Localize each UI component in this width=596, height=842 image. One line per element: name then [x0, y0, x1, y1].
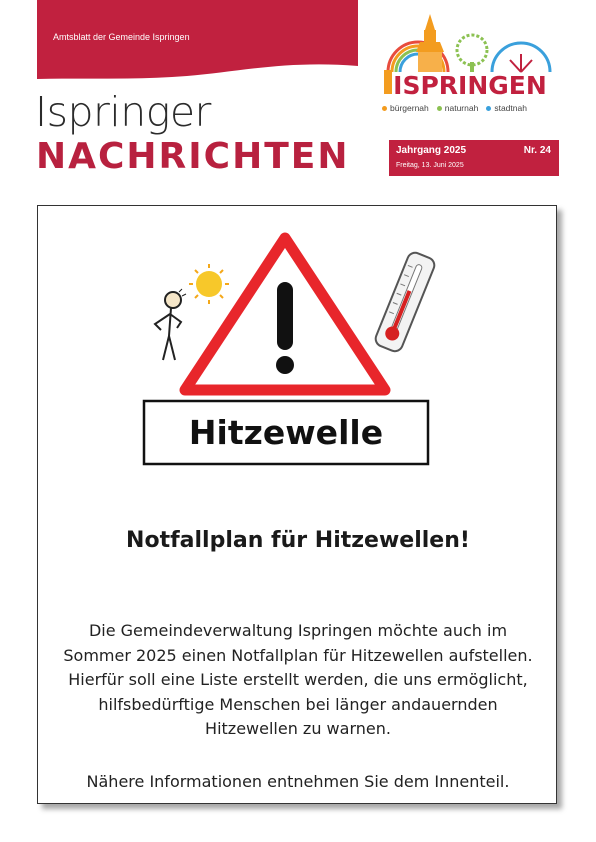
notice-heading: Notfallplan für Hitzewellen!	[126, 528, 470, 553]
sun-icon	[189, 264, 229, 304]
logo-tagline	[382, 103, 527, 113]
issue-info-box	[389, 140, 559, 176]
tagline-item	[437, 103, 479, 113]
blue-dot-icon	[486, 106, 491, 111]
body-line: Die Gemeindeverwaltung Ispringen möchte auch im	[88, 621, 508, 640]
notice-footer: Nähere Informationen entnehmen Sie dem Innenteil.	[86, 772, 510, 791]
logo-wordmark: ISPRINGEN	[393, 71, 547, 97]
tagline-label: stadtnah	[494, 103, 527, 113]
tagline-label: bürgernah	[390, 103, 429, 113]
body-line: Hierfür soll eine Liste erstellt werden, die uns ermöglicht,	[68, 670, 528, 689]
issue-date: Freitag, 13. Juni 2025	[396, 162, 464, 169]
tagline-item	[382, 103, 429, 113]
banner-text: Amtsblatt der Gemeinde Ispringen	[53, 32, 190, 42]
orange-dot-icon	[382, 106, 387, 111]
tagline-item	[486, 103, 527, 113]
warning-triangle-icon	[185, 238, 385, 390]
heatwave-illustration	[133, 232, 463, 472]
issue-number: Nr. 24	[523, 145, 551, 156]
green-dot-icon	[437, 106, 442, 111]
ispringen-logo	[380, 12, 560, 97]
tagline-label: naturnah	[444, 103, 479, 113]
body-line: Sommer 2025 einen Notfallplan für Hitzewellen aufstellen.	[63, 645, 533, 665]
body-line: Hitzewellen zu warnen.	[205, 719, 391, 738]
newspaper-title-bottom: NACHRICHTEN	[36, 136, 350, 177]
notice-body	[60, 619, 536, 742]
issue-year: Jahrgang 2025	[396, 145, 467, 156]
newspaper-title-top: Ispringer	[35, 88, 211, 136]
thermometer-icon	[373, 250, 436, 353]
body-line: hilfsbedürftige Menschen bei länger andauernden	[98, 694, 498, 714]
hitzewelle-label: Hitzewelle	[188, 413, 384, 452]
stick-figure-icon	[155, 289, 186, 360]
